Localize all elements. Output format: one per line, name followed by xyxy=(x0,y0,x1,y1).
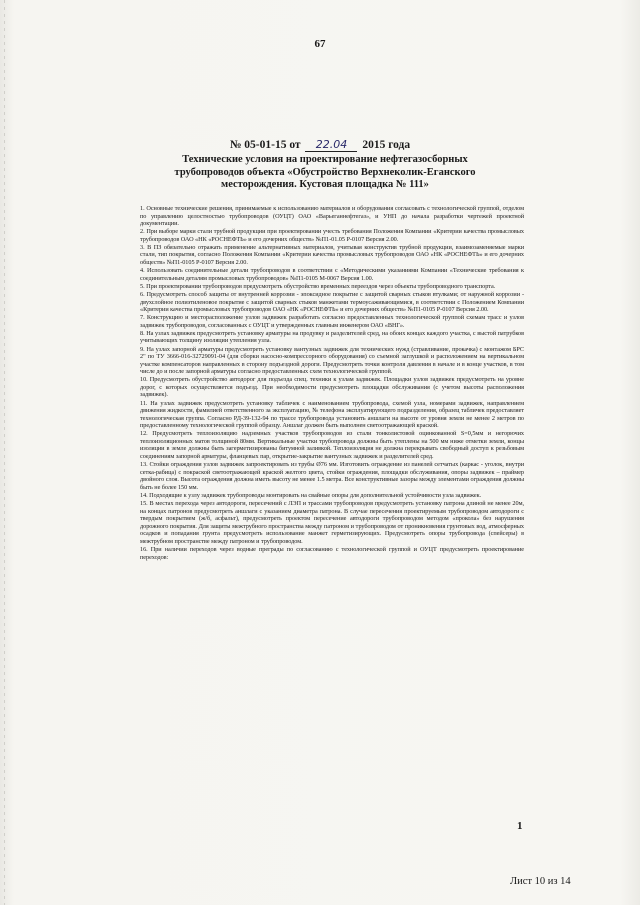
paragraph-12: 12. Предусмотреть теплоизоляцию надземных участков трубопроводов из стали тонколистовой оцинкованной S=0,5мм и негорючих теплоизоляционных матов толщиной 80мм. Вертикальные участки трубопровода должны быть утеплены на 500 мм ниже отметки земли, концы изоляции в земле должны быть загерметизированы битумной заливкой. Теплоизоляция не должна перекрывать свободный доступ к резьбовым соединениям запорной арматуры, фланцевых пар, открытие-закрытие вантузных задвижек и разделителей сред. xyxy=(140,430,524,461)
paragraph-6: 6. Предусмотреть способ защиты от внутренней коррозии - эпоксидное покрытие с защитой сварных стыков втулками; от наружной коррозии - двухслойное полиэтиленовое покрытие с защитой сварных стыков манжетами термоусаживающимися, в соответствии с Положением Компании «Критерии качества промысловых трубопроводов ОАО «НК «РОСНЕФТЬ» и его дочерних обществ» №П1-0105 Р-0107 Версия 2.00. xyxy=(140,290,524,314)
paragraph-9: 9. На узлах запорной арматуры предусмотреть установку вантузных задвижек для технических нужд (стравливание, прокачка) с монтажом БРС 2" по ТУ 3666-016-32729091-04 (для сборки насосно-компрессорного оборудования) со съемной заглушкой и расположением на вертикальном участке компенсаторов направленных в сторону подъездной дороги. Предусмотреть точки контроля давления в начале и в конце участков, в том числе до и после запорной арматуры согласно предоставленных схем технологической группой. xyxy=(140,345,524,376)
order-suffix: 2015 года xyxy=(362,139,411,151)
document-title: Технические условия на проектирование нефтегазосборных трубопроводов объекта «Обустройство Верхнеколик-Еганского месторождения. Кустовая площадка № 111» xyxy=(174,154,476,190)
paragraph-5: 5. При проектировании трубопроводов предусмотреть обустройство временных переездов через объекты трубопроводного транспорта. xyxy=(140,282,496,290)
side-mark: 1 xyxy=(517,820,523,832)
paragraph-1: 1. Основные технические решения, принимаемые к использованию материалов и оборудования согласовать с технологической группой, отделом по управлению целостностью трубопроводов (ОУЦТ) ОАО «Варьеганнефтегаз», и УНП до начала разработки чертежей проектной документации. xyxy=(140,205,524,228)
document-body xyxy=(140,205,524,562)
paragraph-11: 11. На узлах задвижек предусмотреть установку табличек с наименованием трубопровода, схемой узла, номерами задвижек, направлением движения жидкости, фамилией ответственного за эксплуатацию, № телефона эксплуатирующего подразделения, образец табличек предоставляет технологическая группа. Согласно РД-39-132-94 по трассе трубопровода установить аншлаги на высоте от уровня земли не менее 2 метров по предоставленному технологической группой образцу. Аншлаг должен быть выполнен светоотражающей краской. xyxy=(140,399,524,430)
paragraph-13: 13. Стойки ограждения узлов задвижек запроектировать из трубы Ø76 мм. Изготовить ограждение из панелей сетчатых (каркас - уголок, внутри сетка-рабица) с покраской светоотражающей краской желтого цвета, стойки ограждения, площадки обслуживания, опоры задвижек – праймер двойного слоя. Высота ограждения должна иметь высоту не менее 1.5 метра. Все конструктивные зазоры между элементами ограждения должны быть не более 150 мм. xyxy=(140,461,524,491)
paragraph-4: 4. Использовать соединительные детали трубопроводов в соответствии с «Методическими указаниями Компании «Технические требования к соединительным деталям промысловых трубопроводов» №П1-0105 М-0067 Версия 1.00. xyxy=(140,267,524,282)
sheet-footer: Лист 10 из 14 xyxy=(510,876,571,887)
paragraph-3: 3. В ПЗ обязательно отражать применение альтернативных материалов, учитывая конструктив трубной продукции, взаимозаменяемые марки стали, тип покрытия, согласно Положения Компании «Критерии качества промысловых трубопроводов ОАО «НК «РОСНЕФТЬ» и его дочерних обществ» №П1-0105 Р-0107 Версия 2.00. xyxy=(140,243,524,267)
paragraph-16: 16. При наличии переходов через водные преграды по согласованию с технологической группой и ОУЦТ предусмотреть проектирование переходов: xyxy=(140,545,524,561)
paragraph-14: 14. Подходящие к узлу задвижек трубопроводы монтировать на свайные опоры для дополнительной устойчивости узла задвижек. xyxy=(140,491,482,499)
order-prefix: № 05-01-15 от xyxy=(229,139,301,151)
paragraph-2: 2. При выборе марки стали трубной продукции при проектировании учесть требования Положения Компании «Критерии качества промысловых трубопроводов ОАО «НК «РОСНЕФТЬ» и его дочерних обществ» №П1-01.05 Р-0107 Версия 2.00. xyxy=(140,228,524,243)
page-number: 67 xyxy=(314,38,326,50)
paragraph-10: 10. Предусмотреть обустройство автодорог для подъезда спец. техники к узлам задвижек. Площадки узлов задвижек предусмотреть на уровне дорог, с которых осуществляется подъезд. При необходимости предусмотреть площадки обслуживания (с учетом высоты расположения задвижек). xyxy=(140,376,524,399)
paragraph-7: 7. Конструкцию и месторасположение узлов задвижек разработать согласно предоставленных технологической группой схемам трасс и узлов задвижек трубопроводов, согласованных с ОУЦТ и утвержденных главным инженером ОАО «ВНГ». xyxy=(140,314,524,329)
handwritten-date: 22.04 xyxy=(305,138,357,152)
order-line xyxy=(0,138,640,152)
paragraph-8: 8. На узлах задвижек предусмотреть установку арматуры на продувку и разделителей сред, на обоих концах каждого участка, с выстой патрубков учитывающих толщину изоляции утепления узла. xyxy=(140,329,524,345)
scan-edge xyxy=(4,0,5,905)
paragraph-15: 15. В местах перехода через автодороги, пересечений с ЛЭП и трассами трубопроводов предусмотреть установку патрона длиной не менее 20м, на концах патронов предусмотреть аншлаги с указанием диаметра патрона. В случае пересечения проектируемым трубопроводом автодороги с твердым покрытием (ж/б, асфальт), предусмотреть проектом пересечение автодороги трубопроводом методом «прокола» без нарушения дорожного покрытия. Для защиты межтрубного пространства между патроном и трубопроводом от проникновения грунтовых вод, атмосферных осадков и попадания грунта предусмотреть использование манжет герметизирующих. Предусмотреть опоры трубопровода (спейсеры) в межтрубном пространстве между патроном и трубопроводом. xyxy=(140,500,524,545)
